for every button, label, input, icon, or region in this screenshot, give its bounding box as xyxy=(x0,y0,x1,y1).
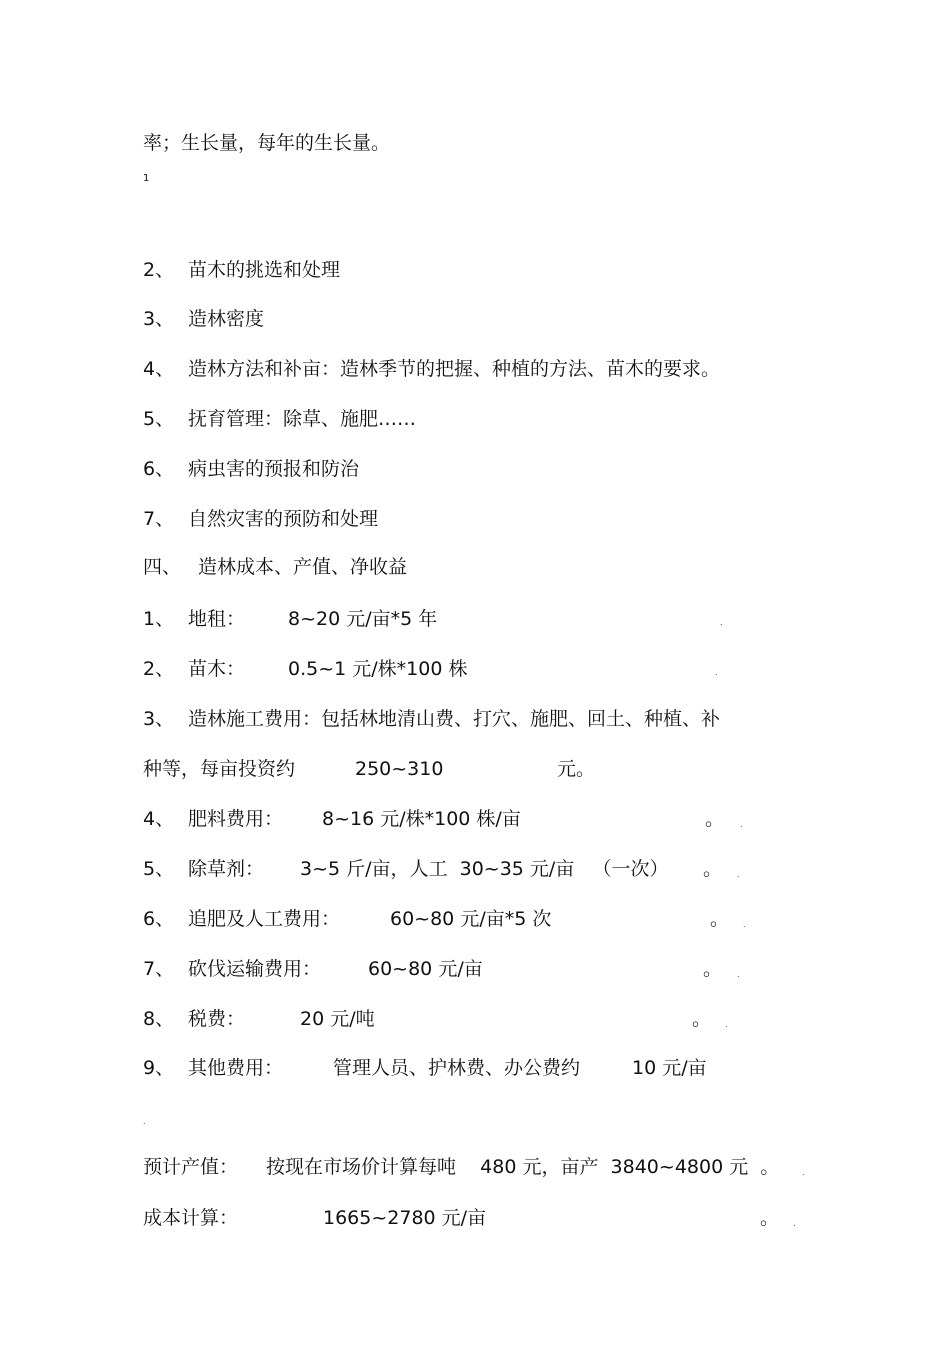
summary-value: 按现在市场价计算每吨 480 元，亩产 3840~4800 元 。 xyxy=(266,1156,780,1178)
period-mark: 。 xyxy=(703,958,723,980)
cost-value: 0.5~1 元/株*100 株 xyxy=(288,658,468,680)
stray-dot: . xyxy=(720,618,723,627)
list-item: 自然灾害的预防和处理 xyxy=(188,508,379,530)
cost-label: 追肥及人工费用： xyxy=(188,908,341,930)
summary-label: 成本计算： xyxy=(143,1207,239,1229)
list-number: 9、 xyxy=(143,1057,175,1079)
stray-dot: . xyxy=(793,1219,796,1228)
cost-label: 地租： xyxy=(188,608,246,630)
section-heading: 造林成本、产值、净收益 xyxy=(198,556,408,578)
cost-value: 60~80 元/亩*5 次 xyxy=(390,908,552,930)
list-number: 5、 xyxy=(143,408,175,430)
text-line: 率；生长量，每年的生长量。 xyxy=(143,132,391,154)
summary-label: 预计产值： xyxy=(143,1156,239,1178)
period-mark: 。 xyxy=(710,908,730,930)
period-mark: 。 xyxy=(705,808,725,830)
cost-value: 250~310 xyxy=(355,758,444,780)
list-number: 3、 xyxy=(143,308,175,330)
list-number: 8、 xyxy=(143,1008,175,1030)
list-item: 造林密度 xyxy=(188,308,265,330)
summary-value: 1665~2780 元/亩 xyxy=(323,1207,487,1229)
list-number: 5、 xyxy=(143,858,175,880)
list-number: 2、 xyxy=(143,658,175,680)
stray-dot: . xyxy=(725,1020,728,1029)
cost-label: 肥料费用： xyxy=(188,808,284,830)
list-number: 7、 xyxy=(143,508,175,530)
list-number: 3、 xyxy=(143,708,175,730)
cost-value: 10 元/亩 xyxy=(632,1057,707,1079)
stray-dot: . xyxy=(740,820,743,829)
stray-dot: . xyxy=(802,1168,805,1177)
list-item: 造林施工费用：包括林地清山费、打穴、施肥、回土、种植、补 xyxy=(188,708,721,730)
cost-value: 8~16 元/株*100 株/亩 xyxy=(322,808,521,830)
list-number: 7、 xyxy=(143,958,175,980)
text-line: 元。 xyxy=(557,758,596,780)
list-number: 1、 xyxy=(143,608,175,630)
stray-dot: . xyxy=(743,920,746,929)
period-mark: 。 xyxy=(692,1008,712,1030)
list-number: 4、 xyxy=(143,358,175,380)
cost-label: 苗木： xyxy=(188,658,246,680)
period-mark: 。 xyxy=(760,1207,780,1229)
cost-value: 8~20 元/亩*5 年 xyxy=(288,608,438,630)
stray-dot: . xyxy=(737,970,740,979)
list-number: 4、 xyxy=(143,808,175,830)
cost-value: 管理人员、护林费、办公费约 xyxy=(333,1057,581,1079)
text-line: 种等，每亩投资约 xyxy=(143,758,296,780)
section-number: 四、 xyxy=(143,556,182,578)
stray-dot: . xyxy=(737,870,740,879)
list-item: 造林方法和补亩：造林季节的把握、种植的方法、苗木的要求。 xyxy=(188,358,721,380)
list-item: 病虫害的预报和防治 xyxy=(188,458,360,480)
list-number: 6、 xyxy=(143,908,175,930)
list-number: 6、 xyxy=(143,458,175,480)
list-item: 抚育管理：除草、施肥…… xyxy=(188,408,417,430)
stray-dot: . xyxy=(143,1117,146,1126)
cost-value: 20 元/吨 xyxy=(300,1008,375,1030)
cost-value: 60~80 元/亩 xyxy=(368,958,483,980)
stray-dot: . xyxy=(715,668,718,677)
list-item: 苗木的挑选和处理 xyxy=(188,259,341,281)
list-number: 2、 xyxy=(143,259,175,281)
cost-value: 3~5 斤/亩，人工 30~35 元/亩 （一次） xyxy=(300,858,669,880)
cost-label: 其他费用： xyxy=(188,1057,284,1079)
cost-label: 砍伐运输费用： xyxy=(188,958,322,980)
footnote-marker: 1 xyxy=(143,173,150,184)
cost-label: 除草剂： xyxy=(188,858,265,880)
cost-label: 税费： xyxy=(188,1008,246,1030)
period-mark: 。 xyxy=(703,858,723,880)
